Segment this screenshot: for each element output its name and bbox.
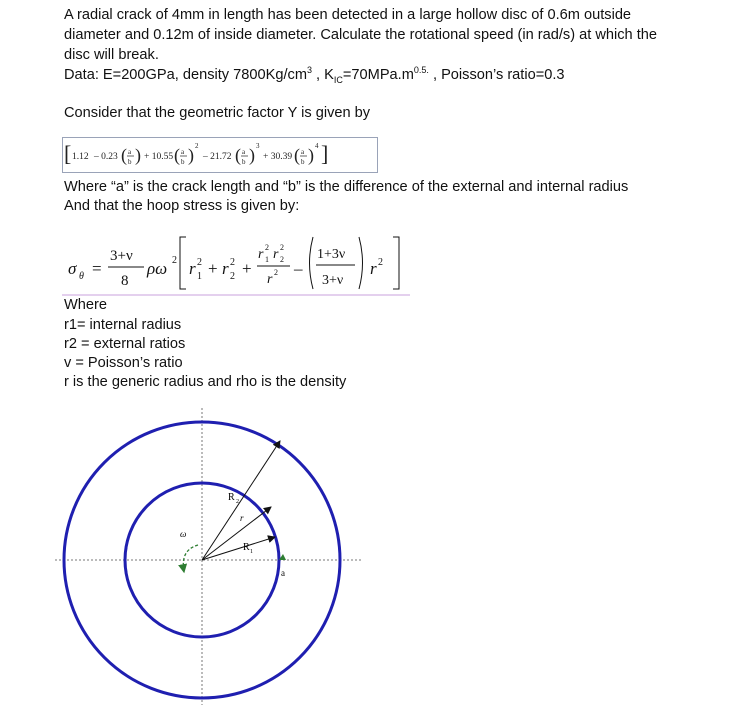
num-r2: r — [273, 247, 279, 262]
num-r2-sub: 2 — [280, 255, 284, 264]
nu-denominator: 3+ν — [322, 273, 344, 288]
den-r: r — [267, 272, 273, 287]
r2-term: r — [222, 259, 229, 278]
r1-subscript: 1 — [197, 271, 202, 282]
explain-line-1: Where “a” is the crack length and “b” is the difference of the external and internal radius — [64, 179, 629, 195]
radius-R1-arrow — [202, 537, 275, 560]
paren-open-3: ( — [235, 145, 241, 165]
r1-square: 2 — [197, 257, 202, 268]
data-kic: , K — [312, 67, 334, 83]
label-R2: R — [228, 492, 235, 503]
frac-a-1: a — [128, 148, 132, 156]
power-3: 3 — [256, 142, 260, 150]
data-poisson: , Poisson’s ratio=0.3 — [428, 67, 565, 83]
frac-b-1: b — [128, 158, 132, 166]
paren-open-1: ( — [121, 145, 127, 165]
data-kic-exp: 0.5. — [413, 65, 429, 76]
sigma-symbol: σ — [68, 259, 77, 278]
coef-2: + 10.55 — [144, 152, 174, 162]
data-kic-sub: IC — [333, 74, 343, 85]
r2-square: 2 — [230, 257, 235, 268]
data-density: Data: E=200GPa, density 7800Kg/cm — [64, 67, 307, 83]
geometric-intro: Consider that the geometric factor Y is given by — [64, 105, 371, 121]
data-kic-value: =70MPa.m — [342, 67, 414, 83]
frac-b-2: b — [181, 158, 185, 166]
r1-term: r — [189, 259, 196, 278]
label-omega: ω — [180, 529, 187, 539]
disc-diagram — [0, 400, 731, 705]
coef-0: 1.12 — [72, 152, 89, 162]
where-title: Where — [64, 297, 107, 313]
big-bracket-right — [393, 237, 399, 289]
label-a: a — [281, 568, 285, 578]
data-density-exp: 3 — [306, 65, 312, 76]
problem-data-line — [64, 66, 565, 86]
power-2: 2 — [195, 142, 199, 150]
where-item-r1: r1= internal radius — [64, 317, 182, 333]
num-r1-square: 2 — [265, 243, 269, 252]
paren-close-3: ) — [249, 145, 255, 165]
rho-omega: ρω — [147, 259, 168, 278]
num-r2-square: 2 — [280, 243, 284, 252]
big-bracket-left — [180, 237, 186, 289]
problem-line-2: diameter and 0.12m of inside diameter. Calculate the rotational speed (in rad/s) at which the — [64, 27, 657, 43]
paren-close-2: ) — [188, 145, 194, 165]
plus-1: + — [208, 259, 218, 278]
omega-square: 2 — [172, 255, 177, 266]
where-item-v: v = Poisson’s ratio — [64, 355, 183, 371]
r2-subscript: 2 — [230, 271, 235, 282]
problem-line-1: A radial crack of 4mm in length has been detected in a large hollow disc of 0.6m outside — [64, 7, 632, 23]
coef-4: + 30.39 — [263, 152, 293, 162]
paren-open-4: ( — [294, 145, 300, 165]
paren-right — [359, 237, 363, 289]
nu-numerator: 1+3ν — [317, 247, 346, 262]
bracket-left: [ — [64, 141, 72, 166]
where-item-r2: r2 = external ratios — [64, 336, 186, 352]
frac-b-4: b — [301, 158, 305, 166]
plus-2: + — [242, 259, 252, 278]
frac-a-2: a — [181, 148, 185, 156]
r-square: 2 — [378, 257, 383, 268]
hoop-stress-formula — [62, 225, 412, 297]
minus-sign: – — [294, 259, 303, 278]
equals-sign: = — [92, 259, 102, 278]
geometric-factor-formula — [62, 137, 378, 173]
coef-1: – 0.23 — [94, 152, 118, 162]
num-r1-sub: 1 — [265, 255, 269, 264]
coef-denominator: 8 — [121, 273, 129, 289]
explain-line-2: And that the hoop stress is given by: — [64, 198, 300, 214]
bracket-right: ] — [321, 141, 329, 166]
r-term: r — [370, 259, 377, 278]
label-R1-subscript: 1 — [250, 549, 253, 555]
num-r1: r — [258, 247, 264, 262]
rotation-arrow — [183, 545, 198, 572]
paren-close-4: ) — [308, 145, 314, 165]
frac-a-3: a — [242, 148, 246, 156]
frac-b-3: b — [242, 158, 246, 166]
paren-left — [310, 237, 314, 289]
label-r: r — [240, 513, 244, 523]
paren-close-1: ) — [135, 145, 141, 165]
where-item-r: r is the generic radius and rho is the density — [64, 374, 347, 390]
power-4: 4 — [315, 142, 319, 150]
label-R2-subscript: 2 — [236, 499, 239, 505]
coef-3: – 21.72 — [203, 152, 232, 162]
theta-subscript: θ — [79, 271, 84, 282]
radius-r-arrow — [202, 507, 271, 560]
frac-a-4: a — [301, 148, 305, 156]
radius-R2-arrow — [202, 441, 280, 560]
label-R1: R — [243, 542, 250, 553]
coef-numerator: 3+ν — [110, 248, 133, 264]
problem-line-3: disc will break. — [64, 47, 159, 63]
paren-open-2: ( — [174, 145, 180, 165]
den-r-square: 2 — [274, 268, 278, 277]
